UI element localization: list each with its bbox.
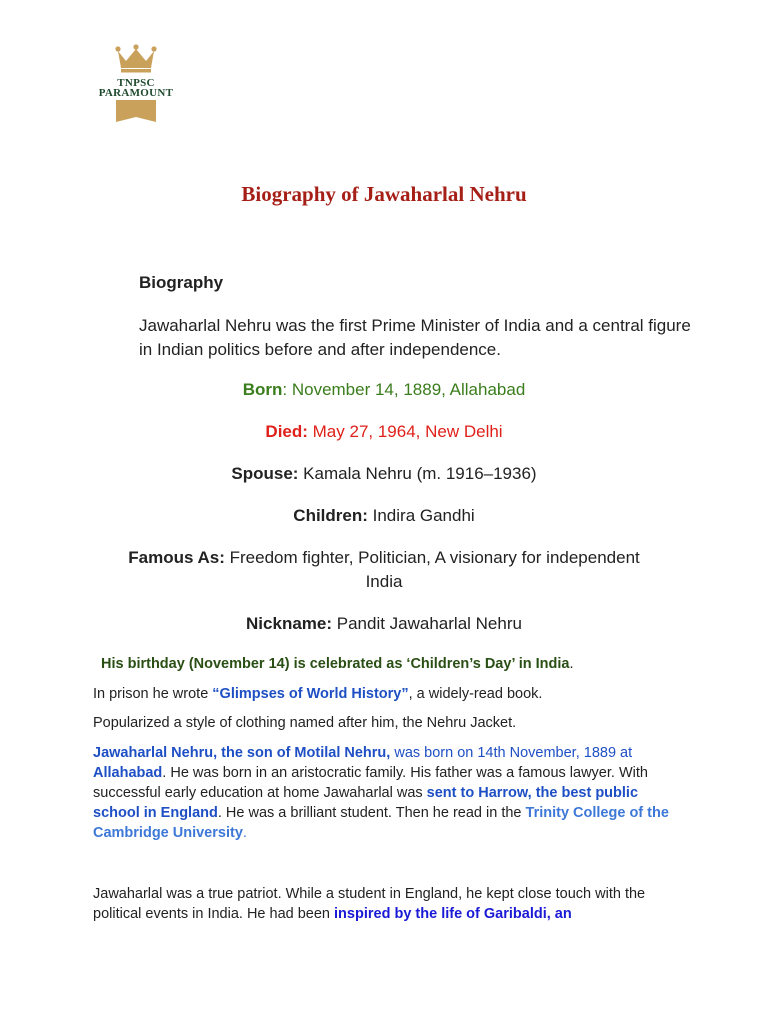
allahabad-text: Allahabad [93, 765, 163, 781]
birthday-text: His birthday (November 14) is celebrated as ‘Children’s Day’ in India [101, 656, 570, 672]
prison-paragraph [93, 684, 683, 704]
famous-value: Freedom fighter, Politician, A visionary for independent India [224, 548, 640, 591]
logo-banner-icon [116, 100, 156, 122]
logo-text-line1: TNPSC [117, 77, 155, 89]
garibaldi-text: inspired by the life of Garibaldi, an [334, 906, 572, 922]
died-value: May 27, 1964, New Delhi [307, 422, 503, 441]
died-label: Died: [265, 422, 308, 441]
family-text: . He was born in an aristocratic family. His father was a famous lawyer. With successful early education at home Jawaharlal was [93, 765, 648, 801]
early-life-end: . [242, 825, 247, 841]
jacket-paragraph: Popularized a style of clothing named after him, the Nehru Jacket. [93, 715, 517, 731]
patriot-text: Jawaharlal was a true patriot. While a student in England, he kept close touch with the political events in India. He had been [93, 886, 646, 922]
fact-born [120, 378, 648, 402]
section-heading: Biography [139, 273, 224, 292]
trinity-college-text: Trinity College of the Cambridge University [93, 805, 669, 841]
patriot-paragraph [93, 884, 683, 924]
crown-icon [115, 44, 157, 74]
prison-book-title: “Glimpses of World History” [212, 686, 409, 702]
born-label: Born [242, 380, 283, 399]
brilliant-text: . He was a brilliant student. Then he read in the [217, 805, 526, 821]
harrow-text: sent to Harrow, the best public school in England [93, 785, 639, 821]
famous-label: Famous As: [128, 548, 225, 567]
intro-paragraph: Jawaharlal Nehru was the first Prime Minister of India and a central figure in Indian politics before and after independence. [139, 316, 691, 359]
born-value: : November 14, 1889, Allahabad [282, 380, 526, 399]
spouse-value: Kamala Nehru (m. 1916–1936) [298, 464, 537, 483]
birthday-note [101, 654, 691, 674]
tnpsc-paramount-logo [95, 44, 177, 122]
fact-died [120, 420, 648, 444]
logo-text-line2: PARAMOUNT [98, 87, 174, 99]
early-life-paragraph [93, 743, 683, 843]
nickname-value: Pandit Jawaharlal Nehru [332, 614, 522, 633]
children-label: Children: [293, 506, 368, 525]
prison-pre: In prison he wrote [93, 686, 213, 702]
son-of-motilal: Jawaharlal Nehru, the son of Motilal Nehru, [93, 745, 391, 761]
fact-famous-as [120, 546, 648, 594]
fact-spouse [120, 462, 648, 486]
page-title: Biography of Jawaharlal Nehru [241, 182, 527, 206]
nickname-label: Nickname: [246, 614, 333, 633]
fact-nickname [120, 612, 648, 636]
birthday-end: . [569, 656, 574, 672]
fact-children [120, 504, 648, 528]
born-on-text: was born on 14th November, 1889 at [390, 745, 633, 761]
children-value: Indira Gandhi [367, 506, 475, 525]
prison-post: , a widely-read book. [408, 686, 543, 702]
spouse-label: Spouse: [231, 464, 299, 483]
